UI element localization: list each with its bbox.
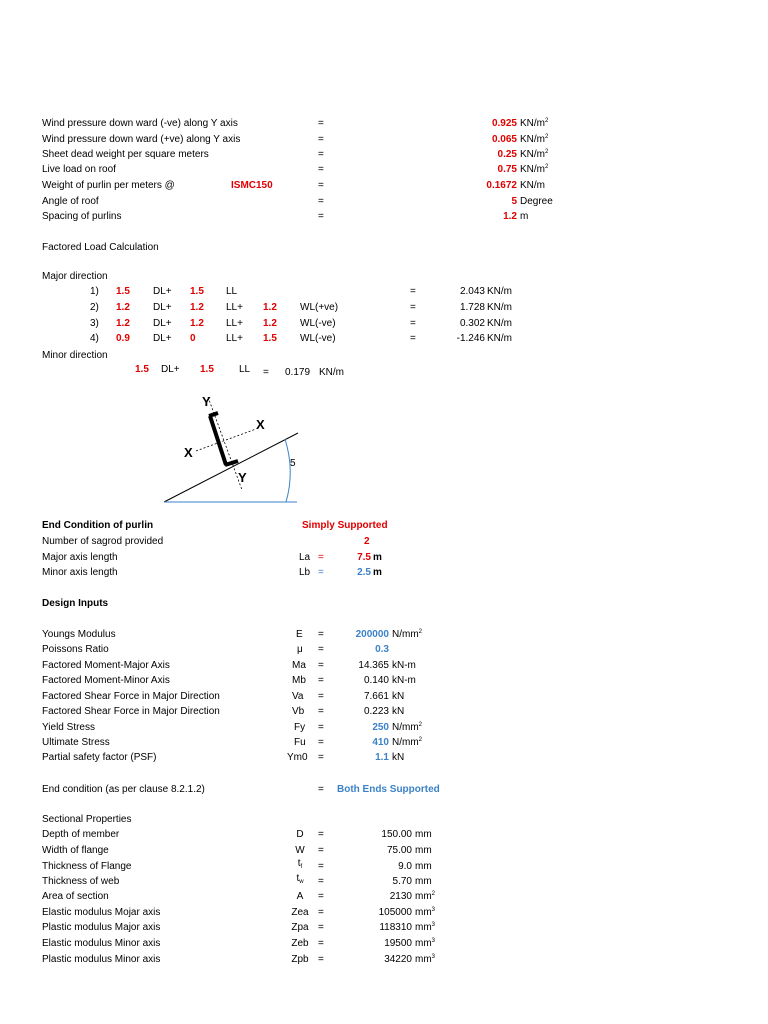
property-label: Thickness of Flange — [42, 861, 132, 872]
property-symbol: Zpa — [291, 922, 309, 933]
equals-sign: = — [318, 644, 324, 655]
combo-factor: 1.2 — [190, 302, 204, 313]
property-label: Depth of member — [42, 829, 120, 840]
property-symbol: A — [296, 891, 304, 902]
property-label: Elastic modulus Minor axis — [42, 938, 161, 949]
combo-unit: KN/m — [487, 333, 512, 344]
load-label: Sheet dead weight per square meters — [42, 149, 209, 160]
purlin-orientation-diagram — [150, 385, 310, 510]
property-value: 5.70 — [392, 876, 412, 887]
property-unit: kN-m — [392, 675, 416, 686]
property-value: 250 — [372, 722, 389, 733]
property-label: Number of sagrod provided — [42, 536, 164, 547]
property-symbol: La — [299, 552, 311, 563]
equals-sign: = — [318, 737, 324, 748]
property-label: Factored Shear Force in Major Direction — [42, 706, 220, 717]
property-symbol: E — [296, 629, 303, 640]
property-label: Ultimate Stress — [42, 737, 110, 748]
equals-sign: = — [318, 861, 324, 872]
property-symbol: $t_f$ — [297, 858, 303, 870]
property-value: 19500 — [384, 938, 412, 949]
equals-sign: = — [318, 691, 324, 702]
property-unit: m — [373, 552, 382, 563]
property-value: 14.365 — [358, 660, 389, 671]
property-label: Plastic modulus Major axis — [42, 922, 161, 933]
property-label: Thickness of web — [42, 876, 120, 887]
load-label: Live load on roof — [42, 164, 116, 175]
equals-sign: = — [410, 333, 416, 344]
property-unit: mm — [415, 829, 432, 840]
equals-sign: = — [318, 891, 324, 902]
property-symbol: Vb — [292, 706, 305, 717]
property-symbol: Va — [292, 691, 304, 702]
x-axis-line — [196, 429, 256, 451]
section-heading: Factored Load Calculation — [42, 242, 159, 253]
property-symbol: μ — [297, 644, 303, 655]
property-label: End condition (as per clause 8.2.1.2) — [42, 784, 205, 795]
load-label: Wind pressure down ward (+ve) along Y axis — [42, 134, 241, 145]
property-unit: kN — [392, 706, 405, 717]
property-value: 410 — [372, 737, 389, 748]
y-axis-line — [208, 397, 242, 490]
section-heading: Sectional Properties — [42, 814, 132, 825]
property-value: 2 — [364, 536, 370, 547]
property-unit: kN — [392, 752, 405, 763]
equals-sign: = — [318, 784, 324, 795]
combo-term: LL+ — [226, 318, 243, 329]
combo-unit: KN/m — [487, 318, 512, 329]
equals-sign: = — [318, 552, 324, 563]
combo-factor: 0.9 — [116, 333, 130, 344]
equals-sign: = — [318, 907, 324, 918]
load-unit: $KN/m^2$ — [520, 118, 549, 129]
property-symbol: W — [295, 845, 305, 856]
equals-sign: = — [318, 196, 324, 207]
property-label: Minor axis length — [42, 567, 118, 578]
property-value: 0.140 — [363, 675, 389, 686]
property-value: 34220 — [384, 954, 412, 965]
property-unit: mm — [415, 876, 432, 887]
load-label: Wind pressure down ward (-ve) along Y axis — [42, 118, 238, 129]
property-label: Partial safety factor (PSF) — [42, 752, 157, 763]
load-unit: $KN/m^2$ — [520, 164, 549, 175]
combo-number: 4) — [90, 333, 99, 344]
load-value: 0.925 — [491, 118, 517, 129]
load-value: 0.1672 — [486, 180, 517, 191]
property-value: 0.3 — [375, 644, 389, 655]
property-label: Youngs Modulus — [42, 629, 116, 640]
property-label: Major axis length — [42, 552, 118, 563]
property-label: Yield Stress — [42, 722, 95, 733]
property-value: 150.00 — [381, 829, 412, 840]
property-unit: kN-m — [392, 660, 416, 671]
property-label: Elastic modulus Mojar axis — [42, 907, 161, 918]
x-axis-label: X — [184, 445, 193, 460]
combo-factor: 1.5 — [200, 364, 214, 375]
y-axis-label: Y — [238, 470, 247, 485]
equals-sign: = — [318, 149, 324, 160]
property-label: Factored Moment-Major Axis — [42, 660, 170, 671]
property-symbol: $t_w$ — [296, 873, 304, 885]
property-symbol: Zea — [291, 907, 309, 918]
property-unit: $N/mm^2$ — [392, 629, 423, 640]
equals-sign: = — [318, 876, 324, 887]
combo-value: 0.179 — [285, 367, 311, 378]
combo-number: 2) — [90, 302, 99, 313]
combo-unit: KN/m — [487, 302, 512, 313]
equals-sign: = — [318, 118, 324, 129]
property-unit: $N/mm^2$ — [392, 737, 423, 748]
property-symbol: Fy — [294, 722, 306, 733]
equals-sign: = — [318, 954, 324, 965]
equals-sign: = — [318, 829, 324, 840]
load-value: 0.065 — [491, 134, 517, 145]
equals-sign: = — [318, 845, 324, 856]
combo-term: WL(-ve) — [300, 333, 336, 344]
property-value: 200000 — [355, 629, 389, 640]
equals-sign: = — [410, 286, 416, 297]
combo-factor: 1.2 — [263, 302, 277, 313]
combo-factor: 1.2 — [116, 302, 130, 313]
combo-term: DL+ — [153, 286, 172, 297]
combo-value: 2.043 — [459, 286, 485, 297]
combo-value: -1.246 — [456, 333, 485, 344]
property-label: Width of flange — [42, 845, 109, 856]
angle-arc — [285, 439, 290, 502]
property-value: 2.5 — [357, 567, 371, 578]
combo-number: 3) — [90, 318, 99, 329]
property-symbol: D — [296, 829, 304, 840]
combo-number: 1) — [90, 286, 99, 297]
load-label: Spacing of purlins — [42, 211, 122, 222]
load-value: 1.2 — [503, 211, 517, 222]
combo-factor: 1.2 — [116, 318, 130, 329]
equals-sign: = — [318, 180, 324, 191]
load-value: 5 — [511, 196, 517, 207]
property-symbol: Lb — [299, 567, 311, 578]
property-unit: m — [373, 567, 382, 578]
combo-term: LL — [239, 364, 251, 375]
equals-sign: = — [318, 722, 324, 733]
combo-term: LL+ — [226, 333, 243, 344]
property-value: 0.223 — [363, 706, 389, 717]
property-value: 1.1 — [375, 752, 389, 763]
combo-term: LL — [226, 286, 238, 297]
equals-sign: = — [410, 318, 416, 329]
property-label: Factored Shear Force in Major Direction — [42, 691, 220, 702]
roof-slope-line — [164, 433, 298, 502]
combo-unit: KN/m — [319, 367, 344, 378]
combo-term: DL+ — [153, 318, 172, 329]
property-unit: $mm^3$ — [415, 907, 436, 918]
combo-factor: 1.5 — [116, 286, 130, 297]
load-value: 0.25 — [497, 149, 517, 160]
property-symbol: Ma — [292, 660, 306, 671]
property-unit: mm — [415, 845, 432, 856]
angle-label: 5 — [290, 458, 296, 469]
load-unit: Degree — [520, 196, 553, 207]
property-label: Area of section — [42, 891, 109, 902]
combo-factor: 1.5 — [190, 286, 204, 297]
property-unit: mm — [415, 861, 432, 872]
property-value: 2130 — [389, 891, 412, 902]
equals-sign: = — [318, 134, 324, 145]
property-value: 75.00 — [386, 845, 412, 856]
section-heading: End Condition of purlin — [42, 520, 154, 531]
property-symbol: Mb — [292, 675, 306, 686]
property-unit: $N/mm^2$ — [392, 722, 423, 733]
property-value: 118310 — [379, 922, 412, 933]
load-value: 0.75 — [497, 164, 517, 175]
property-value: 7.661 — [363, 691, 389, 702]
section-heading: Design Inputs — [42, 598, 109, 609]
end-condition-value: Simply Supported — [302, 520, 388, 531]
property-unit: $mm^3$ — [415, 938, 436, 949]
equals-sign: = — [318, 567, 324, 578]
combo-term: WL(-ve) — [300, 318, 336, 329]
subsection-heading: Major direction — [42, 271, 108, 282]
load-unit: m — [520, 211, 529, 222]
combo-term: LL+ — [226, 302, 243, 313]
equals-sign: = — [318, 211, 324, 222]
combo-value: 1.728 — [459, 302, 485, 313]
property-label: Factored Moment-Minor Axis — [42, 675, 170, 686]
property-unit: $mm^3$ — [415, 954, 436, 965]
subsection-heading: Minor direction — [42, 350, 108, 361]
property-symbol: Fu — [294, 737, 306, 748]
property-label: Plastic modulus Minor axis — [42, 954, 161, 965]
load-unit: KN/m — [520, 180, 545, 191]
y-axis-label: Y — [202, 394, 211, 409]
combo-value: 0.302 — [459, 318, 485, 329]
property-symbol: Zpb — [291, 954, 309, 965]
property-value: 105000 — [378, 907, 412, 918]
combo-term: WL(+ve) — [300, 302, 339, 313]
property-symbol: Zeb — [291, 938, 309, 949]
load-unit: $KN/m^2$ — [520, 134, 549, 145]
combo-unit: KN/m — [487, 286, 512, 297]
combo-factor: 1.2 — [263, 318, 277, 329]
equals-sign: = — [318, 938, 324, 949]
load-unit: $KN/m^2$ — [520, 149, 549, 160]
property-label: Poissons Ratio — [42, 644, 109, 655]
property-value: 7.5 — [357, 552, 371, 563]
load-label: Angle of roof — [42, 196, 99, 207]
channel-top-flange — [209, 413, 218, 416]
equals-sign: = — [318, 675, 324, 686]
property-unit: $mm^2$ — [415, 891, 436, 902]
combo-term: DL+ — [153, 302, 172, 313]
equals-sign: = — [318, 629, 324, 640]
property-symbol: Ym0 — [287, 752, 308, 763]
combo-term: DL+ — [153, 333, 172, 344]
x-axis-label: X — [256, 417, 265, 432]
combo-factor: 1.2 — [190, 318, 204, 329]
load-label: Weight of purlin per meters @ — [42, 180, 175, 191]
combo-factor: 1.5 — [135, 364, 149, 375]
property-unit: $mm^3$ — [415, 922, 436, 933]
equals-sign: = — [318, 752, 324, 763]
equals-sign: = — [318, 660, 324, 671]
equals-sign: = — [410, 302, 416, 313]
property-value: 9.0 — [398, 861, 412, 872]
end-condition-value: Both Ends Supported — [337, 784, 440, 795]
combo-factor: 0 — [190, 333, 196, 344]
equals-sign: = — [318, 706, 324, 717]
combo-term: DL+ — [161, 364, 180, 375]
property-unit: kN — [392, 691, 405, 702]
equals-sign: = — [318, 164, 324, 175]
equals-sign: = — [263, 367, 269, 378]
equals-sign: = — [318, 922, 324, 933]
section-name: ISMC150 — [231, 180, 273, 191]
combo-factor: 1.5 — [263, 333, 277, 344]
